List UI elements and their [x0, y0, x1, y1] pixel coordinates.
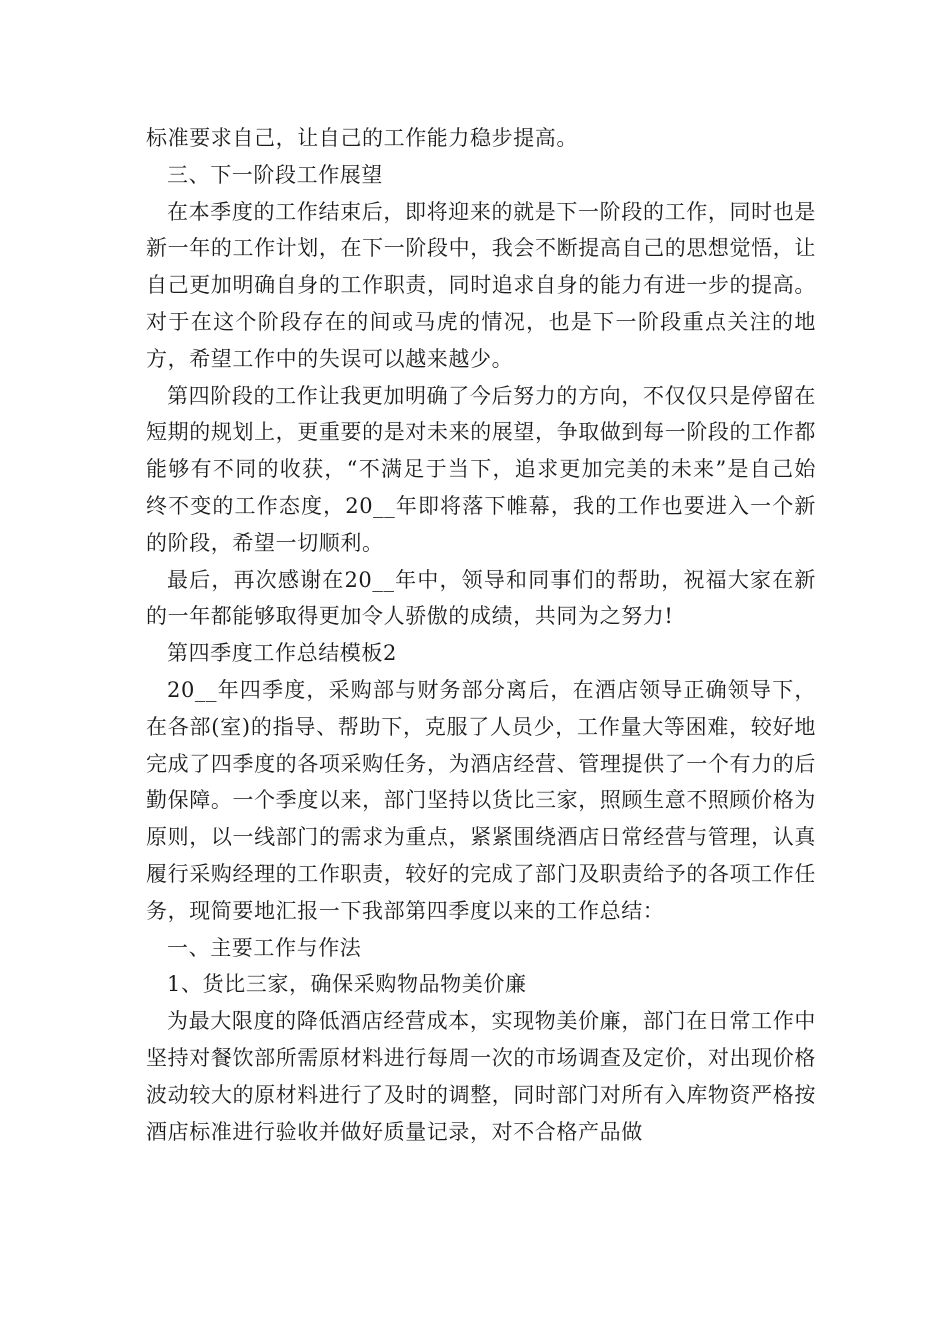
subsection-heading-compare-prices: 1、货比三家，确保采购物品物美价廉	[167, 972, 527, 997]
paragraph-fourth-stage: 第四阶段的工作让我更加明确了今后努力的方向，不仅仅只是停留在短期的规划上，更重要的是对未来的展望，争取做到每一阶段的工作都能够有不同的收获，“不满足于当下，追求更加完美的未来”是自己始终不变的工作态度，20__年即将落下帷幕，我的工作也要进入一个新的阶段，希望一切顺利。	[146, 383, 816, 555]
section-heading-next-stage-outlook: 三、下一阶段工作展望	[167, 162, 383, 187]
template-title: 第四季度工作总结模板2	[167, 641, 397, 666]
section-heading-main-work: 一、主要工作与作法	[167, 935, 362, 960]
paragraph-cost-control: 为最大限度的降低酒店经营成本，实现物美价廉，部门在日常工作中坚持对餐饮部所需原材料进行每周一次的市场调查及定价，对出现价格波动较大的原材料进行了及时的调整，同时部门对所有入库物资严格按酒店标准进行验收并做好质量记录，对不合格产品做	[146, 1009, 816, 1144]
paragraph-thanks: 最后，再次感谢在20__年中，领导和同事们的帮助，祝福大家在新的一年都能够取得更加令人骄傲的成绩，共同为之努力!	[146, 567, 816, 629]
paragraph-intro: 20__年四季度，采购部与财务部分离后，在酒店领导正确领导下，在各部(室)的指导、帮助下，克服了人员少，工作量大等困难，较好地完成了四季度的各项采购任务，为酒店经营、管理提供了一个有力的后勤保障。一个季度以来，部门坚持以货比三家，照顾生意不照顾价格为原则，以一线部门的需求为重点，紧紧围绕酒店日常经营与管理，认真履行采购经理的工作职责，较好的完成了部门及职责给予的各项工作任务，现简要地汇报一下我部第四季度以来的工作总结：	[146, 677, 816, 923]
paragraph-next-stage: 在本季度的工作结束后，即将迎来的就是下一阶段的工作，同时也是新一年的工作计划，在下一阶段中，我会不断提高自己的思想觉悟，让自己更加明确自身的工作职责，同时追求自身的能力有进一步的提高。对于在这个阶段存在的间或马虎的情况，也是下一阶段重点关注的地方，希望工作中的失误可以越来越少。	[146, 199, 816, 371]
document-body	[146, 120, 816, 1150]
paragraph-continuation: 标准要求自己，让自己的工作能力稳步提高。	[146, 126, 578, 150]
